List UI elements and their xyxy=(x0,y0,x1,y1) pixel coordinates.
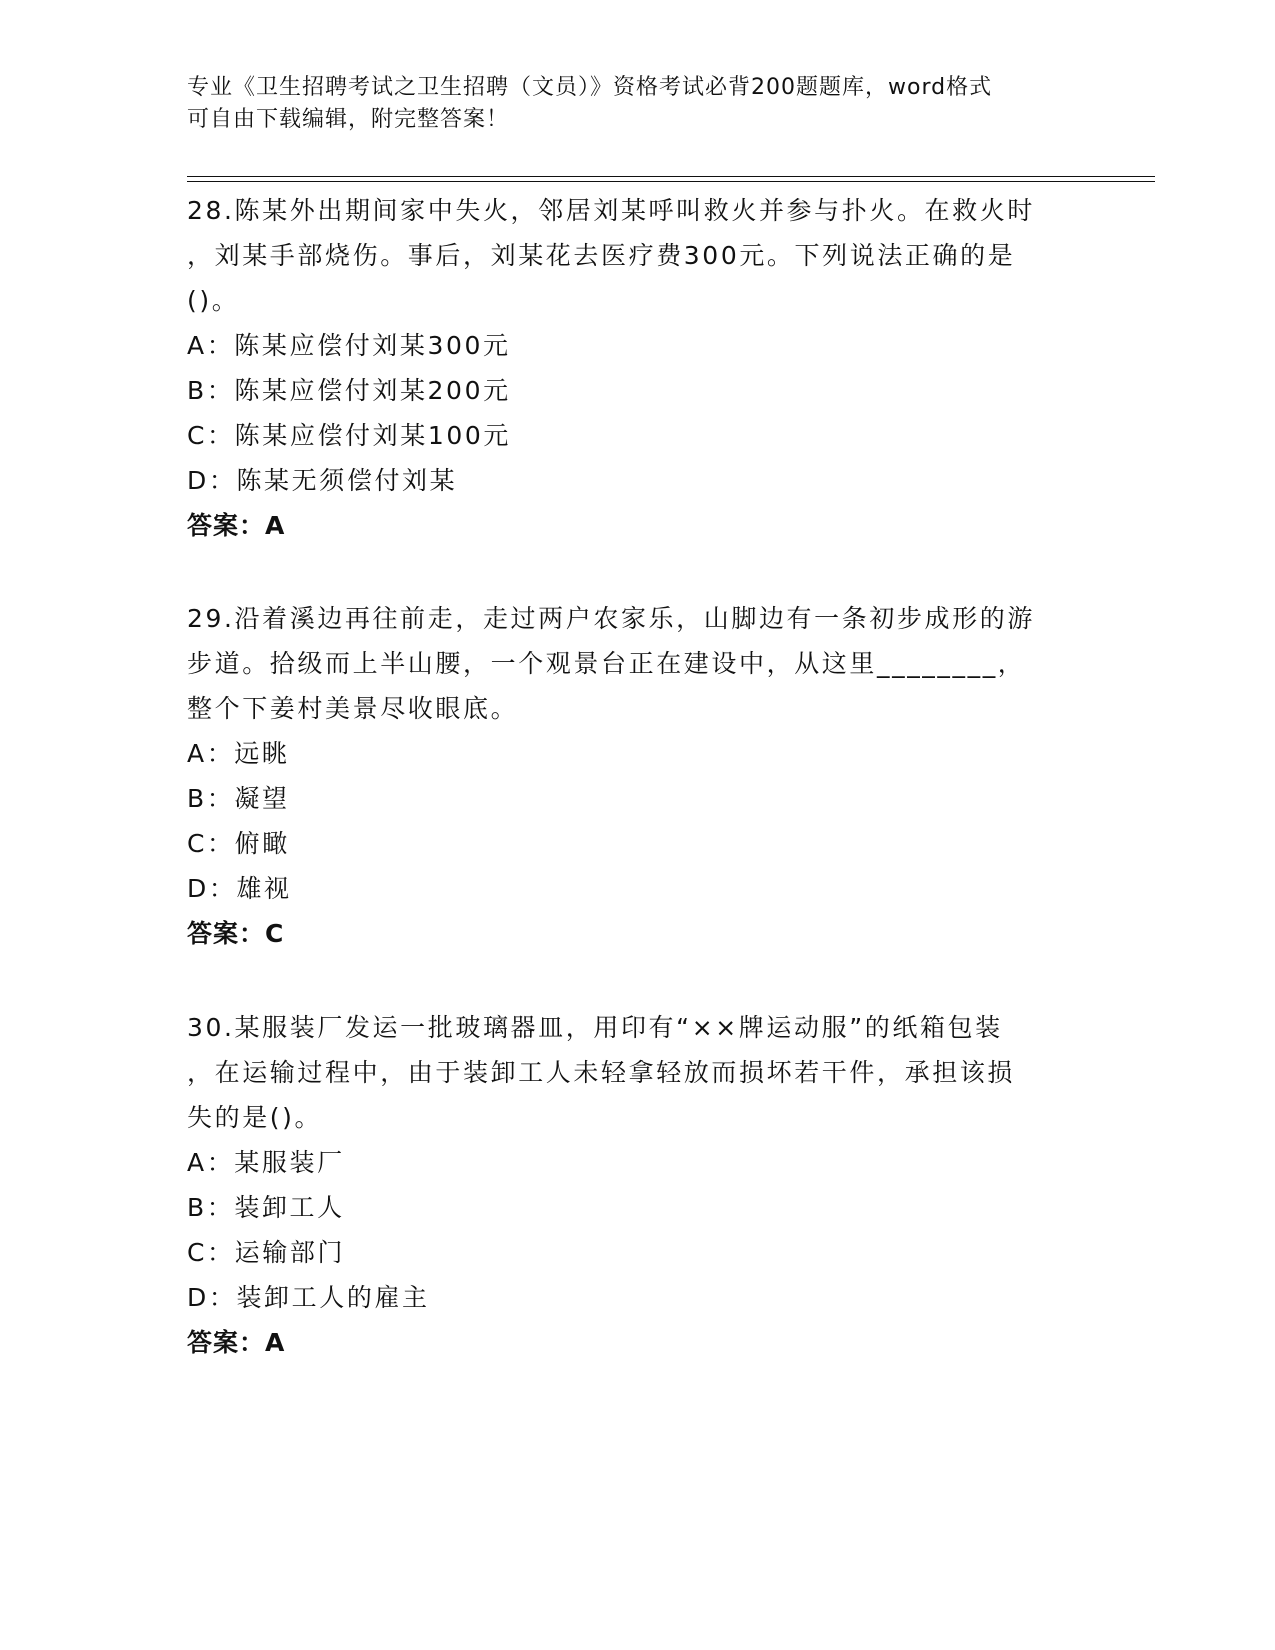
question-28 xyxy=(187,188,1087,548)
stem-line: 失的是()。 xyxy=(187,1103,323,1132)
option-b: B：凝望 xyxy=(187,784,290,813)
answer-text: 答案：A xyxy=(187,511,286,540)
question-stem xyxy=(187,188,1087,323)
stem-line: ()。 xyxy=(187,286,240,315)
header-divider-top xyxy=(187,176,1155,177)
header-divider-bottom xyxy=(187,181,1155,182)
header-line-2: 可自由下载编辑，附完整答案！ xyxy=(187,107,510,132)
option-list xyxy=(187,323,1087,503)
stem-line: 28.陈某外出期间家中失火，邻居刘某呼叫救火并参与扑火。在救火时 xyxy=(187,196,1035,225)
document-header xyxy=(187,72,1067,136)
option-b: B：装卸工人 xyxy=(187,1193,345,1222)
option-d: D：陈某无须偿付刘某 xyxy=(187,466,458,495)
option-a: A：某服装厂 xyxy=(187,1148,345,1177)
option-c: C：运输部门 xyxy=(187,1238,346,1267)
stem-line: ，在运输过程中，由于装卸工人未轻拿轻放而损坏若干件，承担该损 xyxy=(187,1058,1016,1087)
option-list xyxy=(187,1140,1087,1320)
option-a: A：远眺 xyxy=(187,739,290,768)
answer-text: 答案：A xyxy=(187,1328,286,1357)
option-a: A：陈某应偿付刘某300元 xyxy=(187,331,511,360)
stem-line: 步道。拾级而上半山腰，一个观景台正在建设中，从这里________， xyxy=(187,649,1026,678)
option-d: D：雄视 xyxy=(187,874,292,903)
option-list xyxy=(187,731,1087,911)
option-b: B：陈某应偿付刘某200元 xyxy=(187,376,511,405)
option-d: D：装卸工人的雇主 xyxy=(187,1283,430,1312)
header-line-1: 专业《卫生招聘考试之卫生招聘（文员）》资格考试必背200题题库，word格式 xyxy=(187,75,993,100)
stem-line: 30.某服装厂发运一批玻璃器皿，用印有“××牌运动服”的纸箱包装 xyxy=(187,1013,1003,1042)
stem-line: 29.沿着溪边再往前走，走过两户农家乐，山脚边有一条初步成形的游 xyxy=(187,604,1035,633)
option-c: C：俯瞰 xyxy=(187,829,290,858)
answer-text: 答案：C xyxy=(187,919,285,948)
question-29 xyxy=(187,596,1087,956)
question-30 xyxy=(187,1005,1087,1365)
stem-line: 整个下姜村美景尽收眼底。 xyxy=(187,694,519,723)
question-stem xyxy=(187,596,1087,731)
question-stem xyxy=(187,1005,1087,1140)
option-c: C：陈某应偿付刘某100元 xyxy=(187,421,511,450)
stem-line: ，刘某手部烧伤。事后，刘某花去医疗费300元。下列说法正确的是 xyxy=(187,241,1016,270)
